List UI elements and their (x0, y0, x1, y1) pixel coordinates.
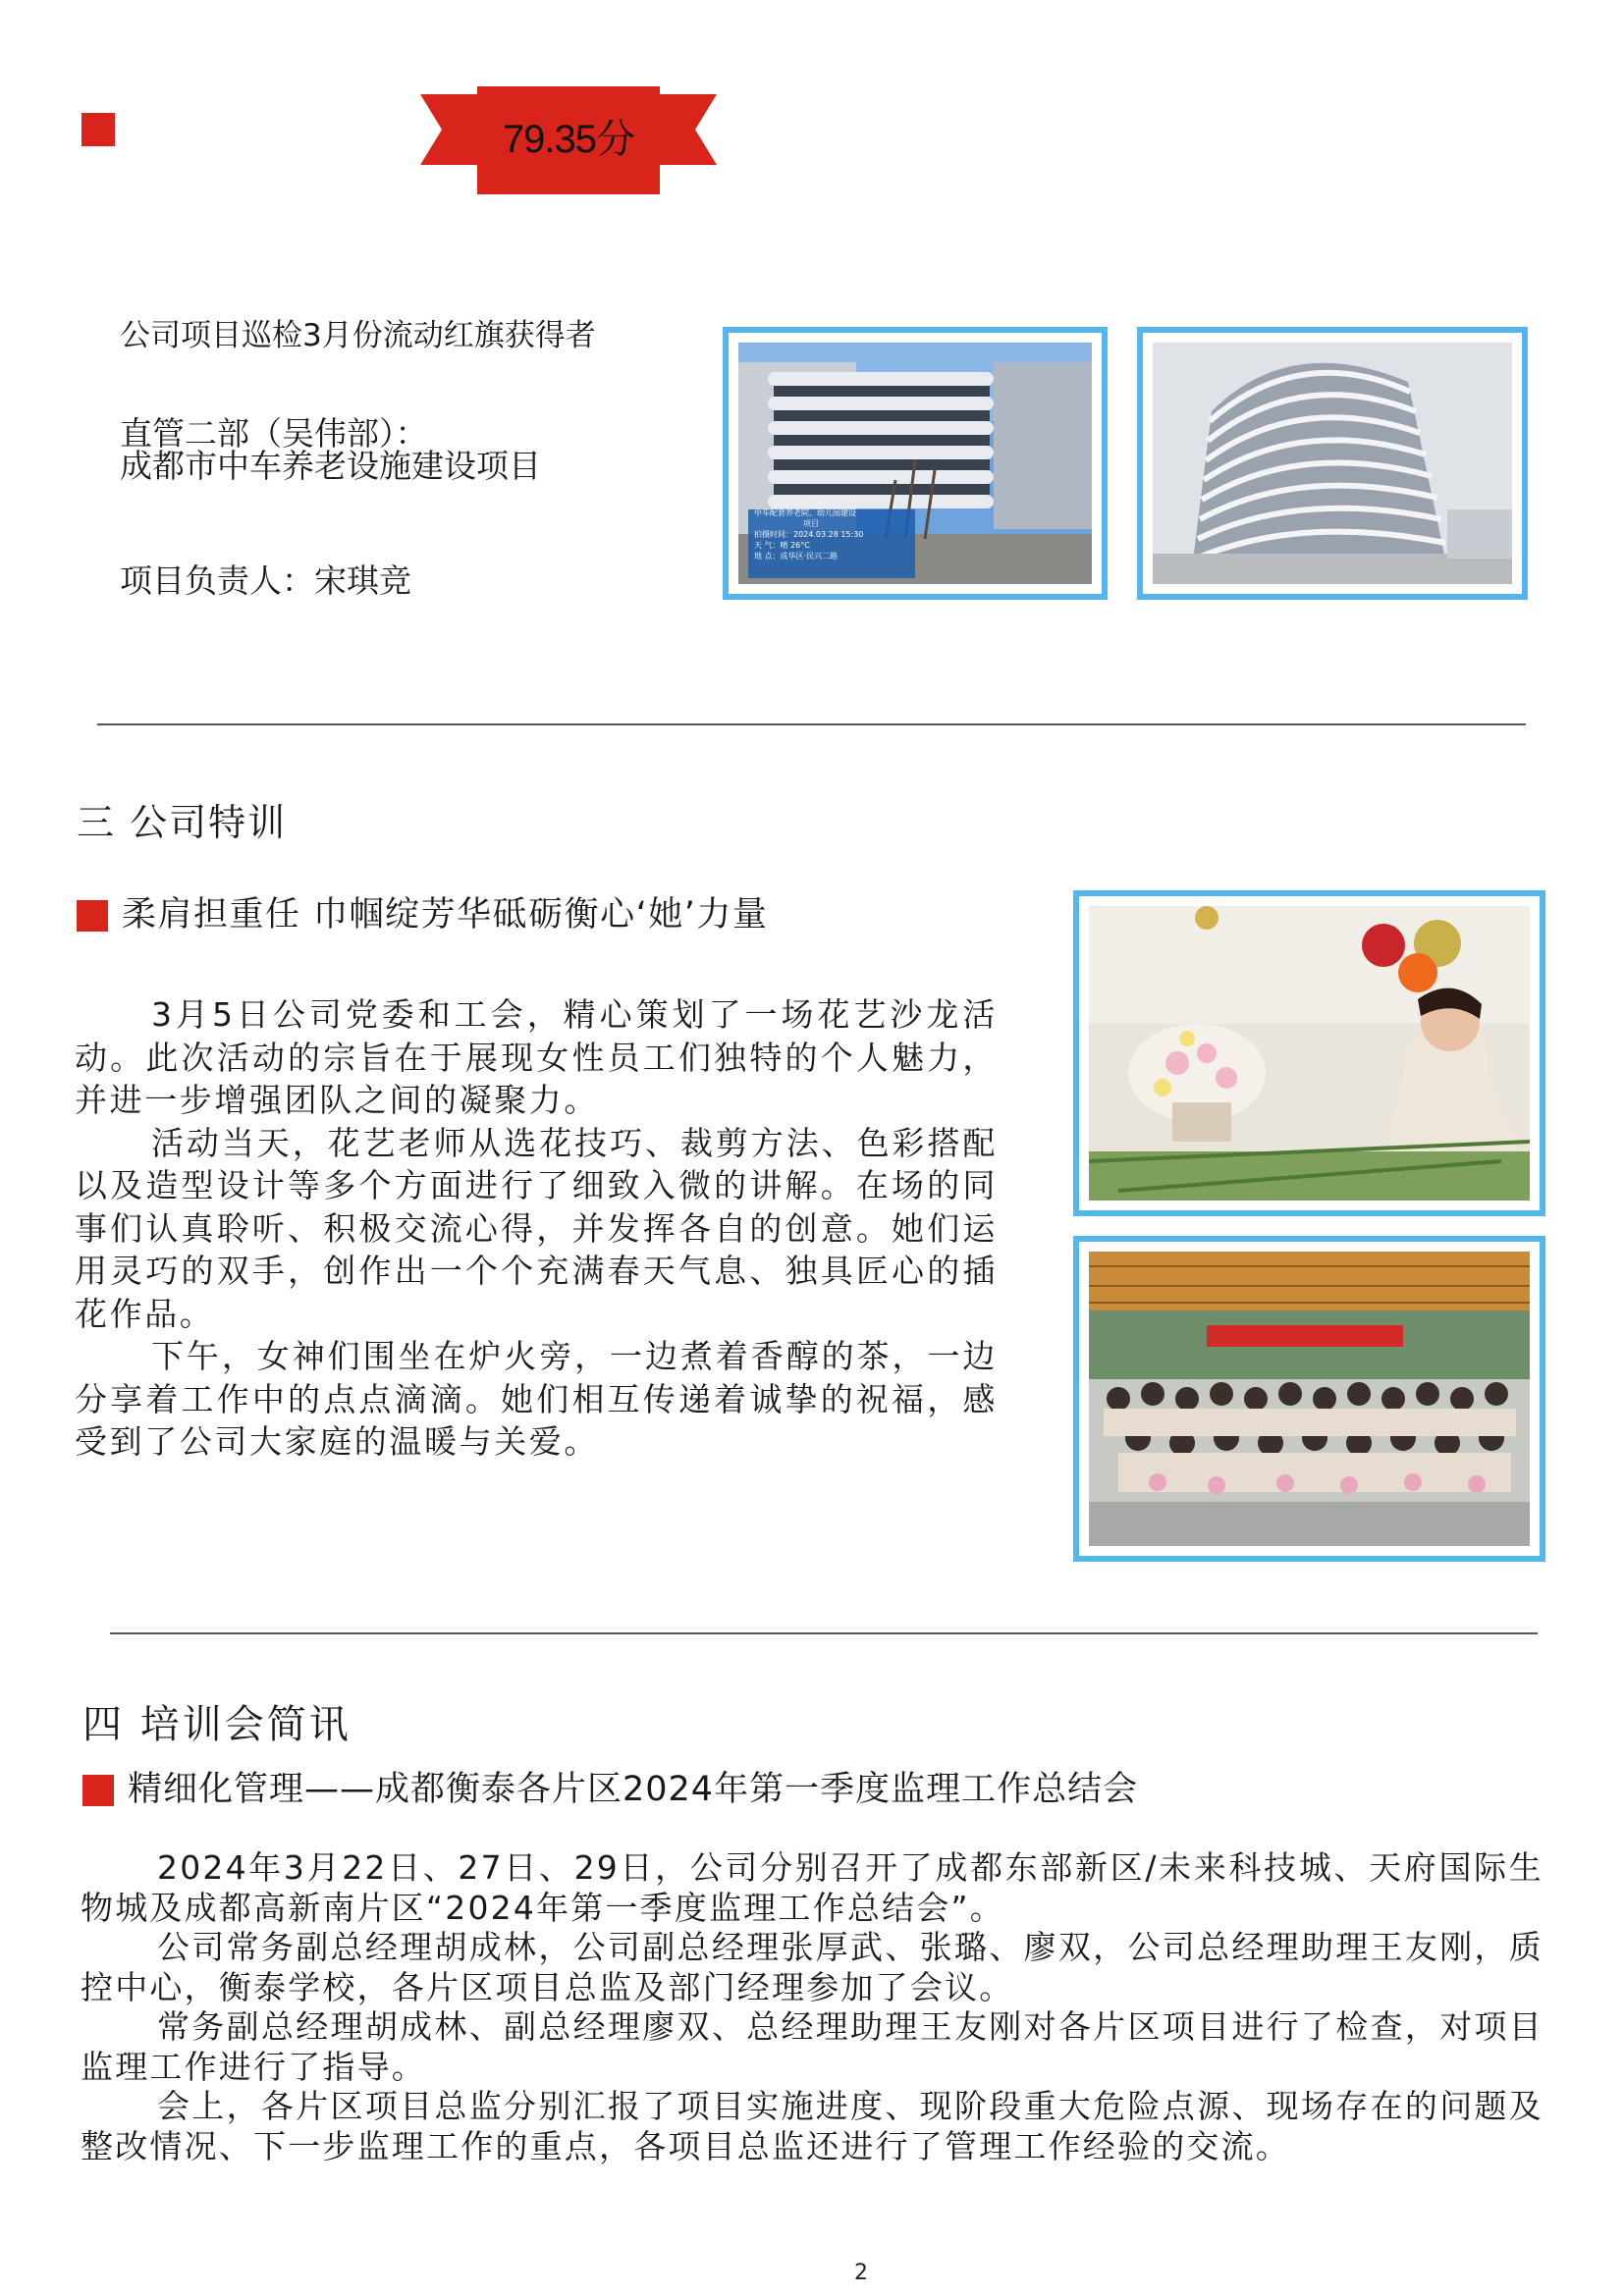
score-ribbon (420, 86, 717, 194)
caption-line: 中车配套养老院、幼儿园建设 (754, 508, 856, 517)
project-photo-2 (1137, 327, 1528, 600)
section-3-heading: 三 公司特训 (77, 801, 288, 844)
section-4-body (81, 1848, 1543, 2166)
award-project: 成都市中车养老设施建设项目 (120, 447, 541, 485)
paragraph: 下午，女神们围坐在炉火旁，一边煮着香醇的茶，一边分享着工作中的点点滴滴。她们相互传递着诚挚的祝福，感受到了公司大家庭的温暖与关爱。 (75, 1337, 998, 1461)
project-photo-1 (723, 327, 1108, 600)
section-3-body (75, 993, 998, 1464)
section-marker-square (81, 113, 115, 146)
divider-line (97, 723, 1526, 725)
subheading-marker-square (77, 900, 108, 932)
photo-watermark-caption (754, 507, 911, 561)
divider-line (110, 1632, 1538, 1634)
award-title: 公司项目巡检3月份流动红旗获得者 (120, 318, 596, 353)
building-photo-image (1153, 343, 1512, 584)
paragraph: 活动当天，花艺老师从选花技巧、裁剪方法、色彩搭配以及造型设计等多个方面进行了细致入微的讲解。在场的同事们认真聆听、积极交流心得，并发挥各自的创意。她们运用灵巧的双手，创作出一个个充满春天气息、独具匠心的插花作品。 (75, 1123, 998, 1333)
group-photo (1073, 1236, 1545, 1562)
award-leader: 项目负责人：宋琪竞 (120, 561, 411, 600)
section-4-heading: 四 培训会简讯 (82, 1702, 352, 1747)
section-4-subheading: 精细化管理——成都衡泰各片区2024年第一季度监理工作总结会 (128, 1770, 1139, 1809)
paragraph: 3月5日公司党委和工会，精心策划了一场花艺沙龙活动。此次活动的宗旨在于展现女性员工们独特的个人魅力，并进一步增强团队之间的凝聚力。 (75, 995, 998, 1119)
paragraph: 公司常务副总经理胡成林，公司副总经理张厚武、张璐、廖双，公司总经理助理王友刚，质控中心，衡泰学校，各片区项目总监及部门经理参加了会议。 (81, 1928, 1543, 2006)
score-value: 79.35分 (502, 118, 635, 161)
section-3-subheading: 柔肩担重任 巾帼绽芳华砥砺衡心‘她’力量 (122, 895, 769, 934)
flower-salon-photo (1073, 890, 1545, 1216)
paragraph: 常务副总经理胡成林、副总经理廖双、总经理助理王友刚对各片区项目进行了检查，对项目监理工作进行了指导。 (81, 2007, 1543, 2086)
page-number: 2 (854, 2261, 868, 2285)
caption-line: 项目 (803, 519, 819, 528)
subheading-marker-square (82, 1775, 114, 1806)
group-image (1089, 1252, 1530, 1546)
flower-arranging-image (1089, 906, 1530, 1201)
caption-line: 天 气：晴 26°C (754, 541, 810, 550)
paragraph: 会上，各片区项目总监分别汇报了项目实施进度、现阶段重大危险点源、现场存在的问题及整改情况、下一步监理工作的重点，各项目总监还进行了管理工作经验的交流。 (81, 2087, 1543, 2165)
caption-line: 地 点：成华区·民兴二路 (754, 552, 839, 561)
caption-line: 拍摄时间：2024.03.28 15:30 (754, 530, 864, 539)
paragraph: 2024年3月22日、27日、29日，公司分别召开了成都东部新区/未来科技城、天府国际生物城及成都高新南片区“2024年第一季度监理工作总结会”。 (81, 1848, 1543, 1927)
award-department: 直管二部（吴伟部）： (120, 414, 428, 453)
